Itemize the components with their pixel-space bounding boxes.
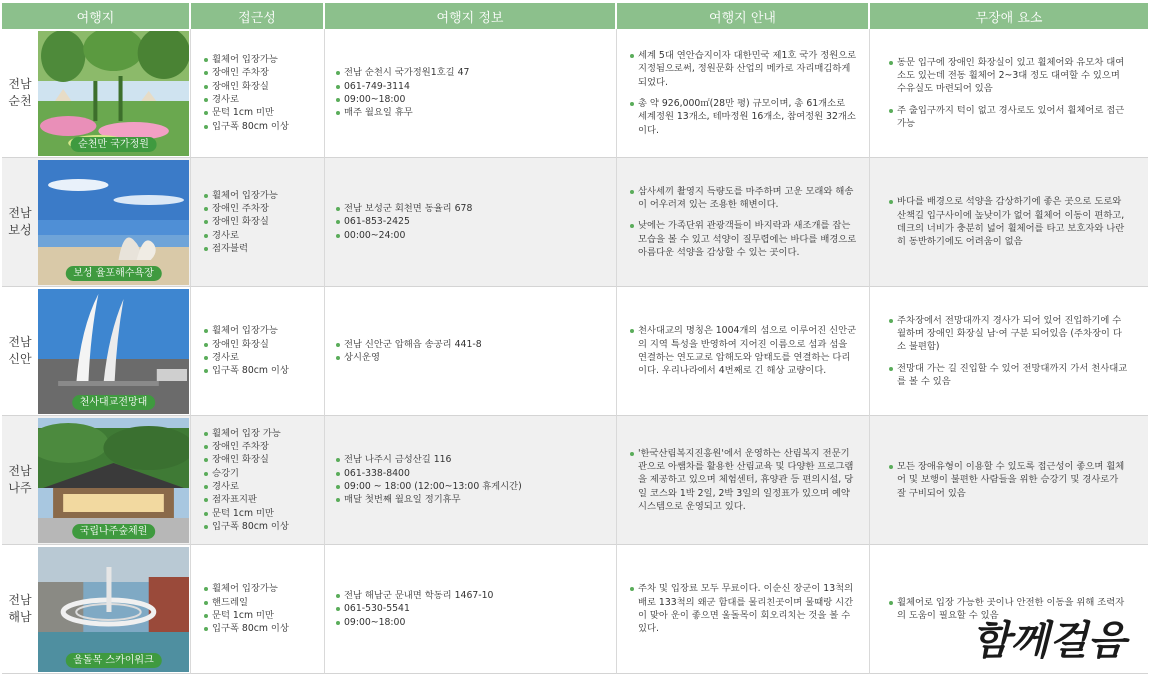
accessibility-item: 장애인 화장실 [199,215,320,228]
info-address: 전남 나주시 금성산길 116 [331,453,612,466]
info-phone: 061-749-3114 [331,80,612,93]
accessibility-item: 입구폭 80cm 이상 [199,364,320,377]
destination-photo [38,289,189,414]
info-address: 전남 신안군 압해읍 송공리 441-8 [331,338,612,351]
table-row [2,416,1148,545]
accessibility-item: 장애인 화장실 [199,80,320,93]
table-header-row [2,3,1148,29]
guide-cell [617,545,870,674]
guide-paragraph: 주차 및 입장료 모두 무료이다. 이순신 장군이 13척의 배로 133척의 왜군 함대를 물리친곳이며 물때랑 시간이 맞아 운이 좋으면 울돌목이 회오리치는 것을 볼 수 있다. [625,582,857,635]
accessibility-item: 입구폭 80cm 이상 [199,120,320,133]
accessibility-item: 입구폭 80cm 이상 [199,520,320,533]
info-address: 전남 순천시 국가정원1호길 47 [331,66,612,79]
accessibility-item: 휠체어 입장가능 [199,324,320,337]
barrier-free-cell [870,29,1148,158]
barrier-free-cell [870,287,1148,416]
guide-paragraph: 총 약 926,000㎡(28만 평) 규모이며, 총 61개소로 세계정원 13개소, 테마정원 16개소, 참여정원 32개소이다. [625,97,857,137]
accessibility-item: 장애인 화장실 [199,453,320,466]
accessibility-item: 휠체어 입장 가능 [199,427,320,440]
info-closed: 매주 월요일 휴무 [331,106,612,119]
photo-caption: 순천만 국가정원 [70,137,157,152]
destination-cell [2,287,191,416]
destination-cell [2,416,191,545]
photo-caption: 보성 율포해수욕장 [65,266,161,281]
travel-accessibility-table [2,3,1148,674]
barrier-free-item: 주 출입구까지 턱이 없고 경사로도 있어서 휠체어로 접근 가능 [884,104,1130,131]
accessibility-item: 점자블럭 [199,242,320,255]
destination-cell [2,158,191,287]
info-phone: 061-338-8400 [331,467,612,480]
photo-caption: 울돌목 스카이워크 [65,653,161,668]
barrier-free-item: 동문 입구에 장애인 화장실이 있고 휠체어와 유모차 대여소도 있는데 전동 휠체어 2~3대 정도 대여할 수 있으며 수유실도 마련되어 있음 [884,56,1130,96]
table-row [2,158,1148,287]
destination-cell [2,29,191,158]
guide-cell [617,158,870,287]
accessibility-item: 승강기 [199,467,320,480]
info-cell [325,158,617,287]
header-destination-info: 여행지 정보 [325,3,617,29]
header-destination: 여행지 [2,3,191,29]
guide-paragraph: 낮에는 가족단위 관광객들이 바지락과 새조개를 잡는 모습을 볼 수 있고 석양이 질무렵에는 바다를 배경으로 아름다운 석양을 감상할 수 있는 곳이다. [625,219,857,259]
header-destination-guide: 여행지 안내 [617,3,870,29]
info-phone: 061-853-2425 [331,215,612,228]
info-hours: 상시운영 [331,351,612,364]
accessibility-item: 핸드레일 [199,596,320,609]
guide-paragraph: 삼사세끼 촬영지 득량도를 마주하며 고운 모래와 해송이 어우러져 있는 조용한 해변이다. [625,185,857,212]
accessibility-item: 경사로 [199,351,320,364]
accessibility-item: 문턱 1cm 미만 [199,609,320,622]
photo-caption: 천사대교전망대 [72,395,156,410]
accessibility-item: 휠체어 입장가능 [199,582,320,595]
accessibility-cell [191,545,325,674]
photo-caption: 국립나주숲체원 [72,524,156,539]
guide-paragraph: '한국산림복지진흥원'에서 운영하는 산림복지 전문기관으로 아쌤차를 활용한 산림교육 및 다양한 프로그램을 제공하고 있으며 체험센터, 휴양관 등 편의시설, 당일 코스와 1박 2일, 2박 3일의 일정표가 있으며 예약시스템으로 운영되고 있다. [625,447,857,513]
guide-paragraph: 천사대교의 명칭은 1004개의 섬으로 이루어진 신안군의 지역 특성을 반영하여 지어진 이름으로 섬과 섬을 연결하는 연도교로 압해도와 암태도를 연결하는 다리이다. 우리나라에서 4번째로 긴 해상 교량이다. [625,324,857,377]
accessibility-item: 장애인 화장실 [199,338,320,351]
barrier-free-item: 주차장에서 전망대까지 경사가 되어 있어 진입하기에 수월하며 장애인 화장실 남·여 구분 되어있음 (주차장이 다소 불편함) [884,314,1130,354]
accessibility-item: 휠체어 입장가능 [199,53,320,66]
info-closed: 매달 첫번째 월요일 정기휴무 [331,493,612,506]
accessibility-item: 점자표지판 [199,493,320,506]
destination-photo [38,31,189,156]
info-hours: 09:00~18:00 [331,616,612,629]
guide-cell [617,287,870,416]
barrier-free-item: 바다를 배경으로 석양을 감상하기에 좋은 곳으로 도로와 산책길 입구사이에 높낮이가 없어 휠체어 이동이 편하고, 데크의 너비가 충분히 넓어 휠체어를 타고 보호자와 나란히 동반하기에도 어려움이 없음 [884,195,1130,248]
accessibility-item: 문턱 1cm 미만 [199,507,320,520]
info-cell [325,29,617,158]
info-cell [325,545,617,674]
table-row [2,287,1148,416]
barrier-free-cell [870,416,1148,545]
info-address: 전남 보성군 회천면 동율리 678 [331,202,612,215]
barrier-free-item: 휠체어로 입장 가능한 곳이나 안전한 이동을 위해 조력자의 도움이 필요할 수 있음 [884,596,1130,623]
accessibility-item: 장애인 주차장 [199,66,320,79]
info-address: 전남 해남군 문내면 학동리 1467-10 [331,589,612,602]
header-accessibility: 접근성 [191,3,325,29]
accessibility-item: 장애인 주차장 [199,202,320,215]
accessibility-cell [191,287,325,416]
accessibility-item: 입구폭 80cm 이상 [199,622,320,635]
accessibility-cell [191,29,325,158]
guide-cell [617,416,870,545]
destination-photo [38,547,189,672]
info-hours: 00:00~24:00 [331,229,612,242]
accessibility-cell [191,158,325,287]
accessibility-item: 경사로 [199,93,320,106]
info-hours: 09:00~18:00 [331,93,612,106]
region-label: 전남 순천 [2,30,38,157]
accessibility-item: 문턱 1cm 미만 [199,106,320,119]
accessibility-item: 장애인 주차장 [199,440,320,453]
accessibility-item: 휠체어 입장가능 [199,189,320,202]
info-hours: 09:00 ~ 18:00 (12:00~13:00 휴게시간) [331,480,612,493]
region-label: 전남 나주 [2,417,38,544]
table-row [2,29,1148,158]
accessibility-item: 경사로 [199,480,320,493]
header-barrier-free: 무장애 요소 [870,3,1148,29]
region-label: 전남 신안 [2,288,38,415]
region-label: 전남 해남 [2,546,38,673]
destination-photo [38,418,189,543]
barrier-free-cell [870,158,1148,287]
accessibility-item: 경사로 [199,229,320,242]
barrier-free-item: 전망대 가는 길 진입할 수 있어 전망대까지 가서 천사대교를 볼 수 있음 [884,362,1130,389]
barrier-free-item: 모든 장애유형이 이용할 수 있도록 접근성이 좋으며 휠체어 및 보행이 불편한 사람들을 위한 승강기 및 경사로가 잘 구비되어 있음 [884,460,1130,500]
accessibility-cell [191,416,325,545]
info-phone: 061-530-5541 [331,602,612,615]
magazine-logo [951,612,1147,664]
info-cell [325,416,617,545]
info-cell [325,287,617,416]
guide-paragraph: 세계 5대 연안습지이자 대한민국 제1호 국가 정원으로 지정됨으로써, 정원문화 산업의 메카로 자리매김하게 되었다. [625,49,857,89]
region-label: 전남 보성 [2,159,38,286]
guide-cell [617,29,870,158]
destination-photo [38,160,189,285]
logo-text: 함께걸음 [972,618,1131,664]
destination-cell [2,545,191,674]
